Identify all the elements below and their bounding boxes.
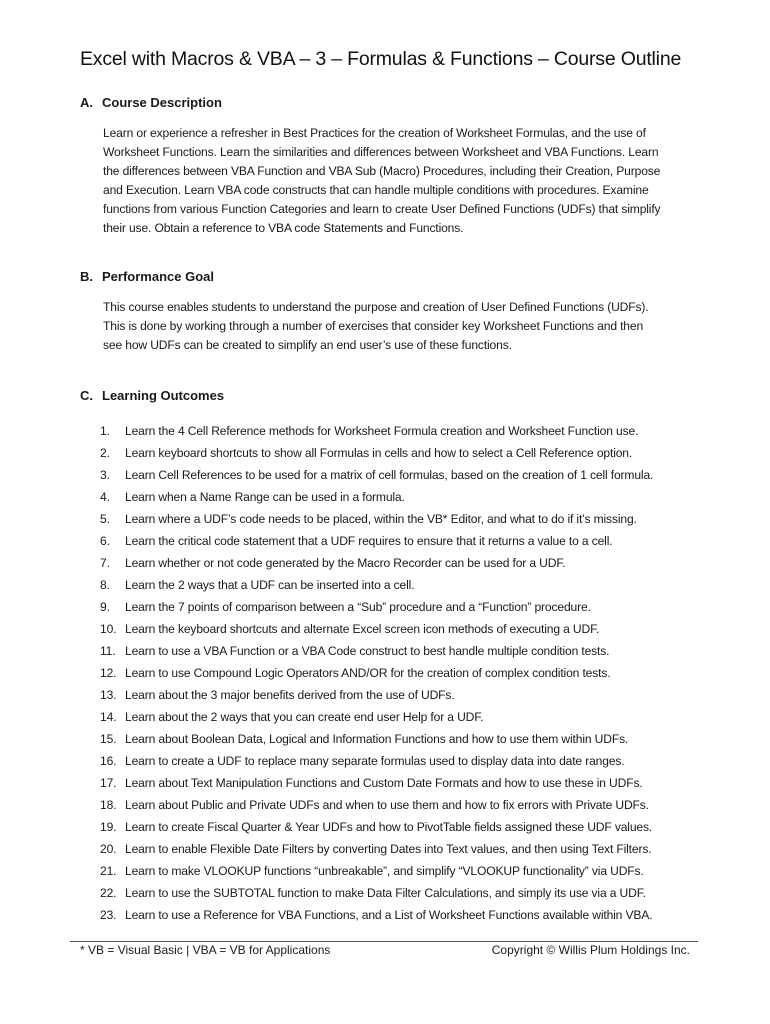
- list-item: [100, 860, 653, 882]
- paragraph-line: Worksheet Functions. Learn the similarities and differences between Worksheet and VBA Functions. Learn: [103, 145, 659, 159]
- section-heading-learning-outcomes: [80, 388, 224, 403]
- item-number: 5.: [100, 512, 110, 526]
- list-item: [100, 882, 653, 904]
- footer-footnote: * VB = Visual Basic | VBA = VB for Applications: [80, 943, 331, 957]
- footer-copyright: Copyright © Willis Plum Holdings Inc.: [491, 943, 690, 957]
- list-item: [100, 838, 653, 860]
- item-text: Learn about the 2 ways that you can create end user Help for a UDF.: [125, 710, 484, 724]
- item-number: 6.: [100, 534, 110, 548]
- list-item: [100, 640, 653, 662]
- list-item: [100, 420, 653, 442]
- list-item: [100, 816, 653, 838]
- item-text: Learn whether or not code generated by the Macro Recorder can be used for a UDF.: [125, 556, 566, 570]
- list-item: [100, 684, 653, 706]
- list-item: [100, 728, 653, 750]
- paragraph-line: and Execution. Learn VBA code constructs that can handle multiple conditions with procedures. Examine: [103, 183, 649, 197]
- list-item: [100, 574, 653, 596]
- item-number: 2.: [100, 446, 110, 460]
- item-text: Learn about Public and Private UDFs and when to use them and how to fix errors with Private UDFs.: [125, 798, 649, 812]
- list-item: [100, 442, 653, 464]
- list-item: [100, 508, 653, 530]
- list-item: [100, 464, 653, 486]
- list-item: [100, 662, 653, 684]
- item-text: Learn when a Name Range can be used in a formula.: [125, 490, 405, 504]
- item-number: 10.: [100, 622, 117, 636]
- item-text: Learn about Boolean Data, Logical and Information Functions and how to use them within UDFs.: [125, 732, 629, 746]
- item-text: Learn the 4 Cell Reference methods for Worksheet Formula creation and Worksheet Function use.: [125, 424, 639, 438]
- item-number: 3.: [100, 468, 110, 482]
- footer-divider: [70, 941, 698, 942]
- item-text: Learn the keyboard shortcuts and alternate Excel screen icon methods of executing a UDF.: [125, 622, 600, 636]
- item-number: 7.: [100, 556, 110, 570]
- course-description-paragraph: [103, 124, 703, 238]
- item-number: 11.: [100, 644, 116, 658]
- item-number: 16.: [100, 754, 117, 768]
- item-text: Learn to create a UDF to replace many separate formulas used to display data into date ranges.: [125, 754, 625, 768]
- paragraph-line: functions from various Function Categories and learn to create User Defined Functions (UDFs) that simplify: [103, 202, 661, 216]
- list-item: [100, 618, 653, 640]
- list-item: [100, 530, 653, 552]
- item-number: 19.: [100, 820, 117, 834]
- learning-outcomes-list: [100, 420, 653, 926]
- section-heading-course-description: [80, 95, 222, 110]
- item-text: Learn keyboard shortcuts to show all Formulas in cells and how to select a Cell Reference option.: [125, 446, 633, 460]
- item-number: 17.: [100, 776, 117, 790]
- item-number: 12.: [100, 666, 117, 680]
- item-text: Learn to make VLOOKUP functions “unbreakable”, and simplify “VLOOKUP functionality” via UDFs.: [125, 864, 644, 878]
- page-title: Excel with Macros & VBA – 3 – Formulas & Functions – Course Outline: [80, 48, 682, 70]
- item-number: 15.: [100, 732, 117, 746]
- item-text: Learn where a UDF’s code needs to be placed, within the VB* Editor, and what to do if it’s missing.: [125, 512, 637, 526]
- list-item: [100, 596, 653, 618]
- paragraph-line: see how UDFs can be created to simplify an end user’s use of these functions.: [103, 338, 512, 352]
- item-number: 18.: [100, 798, 117, 812]
- list-item: [100, 772, 653, 794]
- item-number: 13.: [100, 688, 117, 702]
- item-number: 4.: [100, 490, 110, 504]
- item-number: 22.: [100, 886, 117, 900]
- item-number: 20.: [100, 842, 117, 856]
- item-text: Learn Cell References to be used for a matrix of cell formulas, based on the creation of 1 cell formula.: [125, 468, 654, 482]
- section-letter: C.: [80, 388, 93, 403]
- item-text: Learn to use a Reference for VBA Functions, and a List of Worksheet Functions available within VBA.: [125, 908, 653, 922]
- section-heading-performance-goal: [80, 269, 214, 284]
- item-text: Learn to create Fiscal Quarter & Year UDFs and how to PivotTable fields assigned these UDF values.: [125, 820, 653, 834]
- item-text: Learn the 7 points of comparison between a “Sub” procedure and a “Function” procedure.: [125, 600, 591, 614]
- section-letter: B.: [80, 269, 93, 284]
- list-item: [100, 486, 653, 508]
- item-number: 21.: [100, 864, 117, 878]
- paragraph-line: their use. Obtain a reference to VBA code Statements and Functions.: [103, 221, 464, 235]
- item-text: Learn to enable Flexible Date Filters by converting Dates into Text values, and then using Text Filters.: [125, 842, 652, 856]
- paragraph-line: This is done by working through a number of exercises that consider key Worksheet Functions and then: [103, 319, 644, 333]
- list-item: [100, 794, 653, 816]
- item-text: Learn the critical code statement that a UDF requires to ensure that it returns a value to a cell.: [125, 534, 613, 548]
- item-text: Learn to use a VBA Function or a VBA Code construct to best handle multiple condition tests.: [125, 644, 610, 658]
- item-number: 1.: [100, 424, 110, 438]
- item-text: Learn about the 3 major benefits derived from the use of UDFs.: [125, 688, 455, 702]
- section-title: Performance Goal: [102, 269, 214, 284]
- paragraph-line: the differences between VBA Function and VBA Sub (Macro) Procedures, including their Creation, Purpose: [103, 164, 661, 178]
- item-text: Learn to use the SUBTOTAL function to make Data Filter Calculations, and simply its use via a UDF.: [125, 886, 646, 900]
- list-item: [100, 706, 653, 728]
- section-letter: A.: [80, 95, 93, 110]
- item-text: Learn the 2 ways that a UDF can be inserted into a cell.: [125, 578, 415, 592]
- item-number: 9.: [100, 600, 110, 614]
- item-number: 8.: [100, 578, 110, 592]
- section-title: Course Description: [102, 95, 222, 110]
- section-title: Learning Outcomes: [102, 388, 225, 403]
- item-text: Learn to use Compound Logic Operators AND/OR for the creation of complex condition tests.: [125, 666, 611, 680]
- item-text: Learn about Text Manipulation Functions and Custom Date Formats and how to use these in UDFs.: [125, 776, 643, 790]
- list-item: [100, 904, 653, 926]
- paragraph-line: This course enables students to understand the purpose and creation of User Defined Functions (UDFs).: [103, 300, 649, 314]
- paragraph-line: Learn or experience a refresher in Best Practices for the creation of Worksheet Formulas, and the use of: [103, 126, 646, 140]
- item-number: 23.: [100, 908, 117, 922]
- performance-goal-paragraph: [103, 298, 703, 355]
- list-item: [100, 552, 653, 574]
- item-number: 14.: [100, 710, 117, 724]
- list-item: [100, 750, 653, 772]
